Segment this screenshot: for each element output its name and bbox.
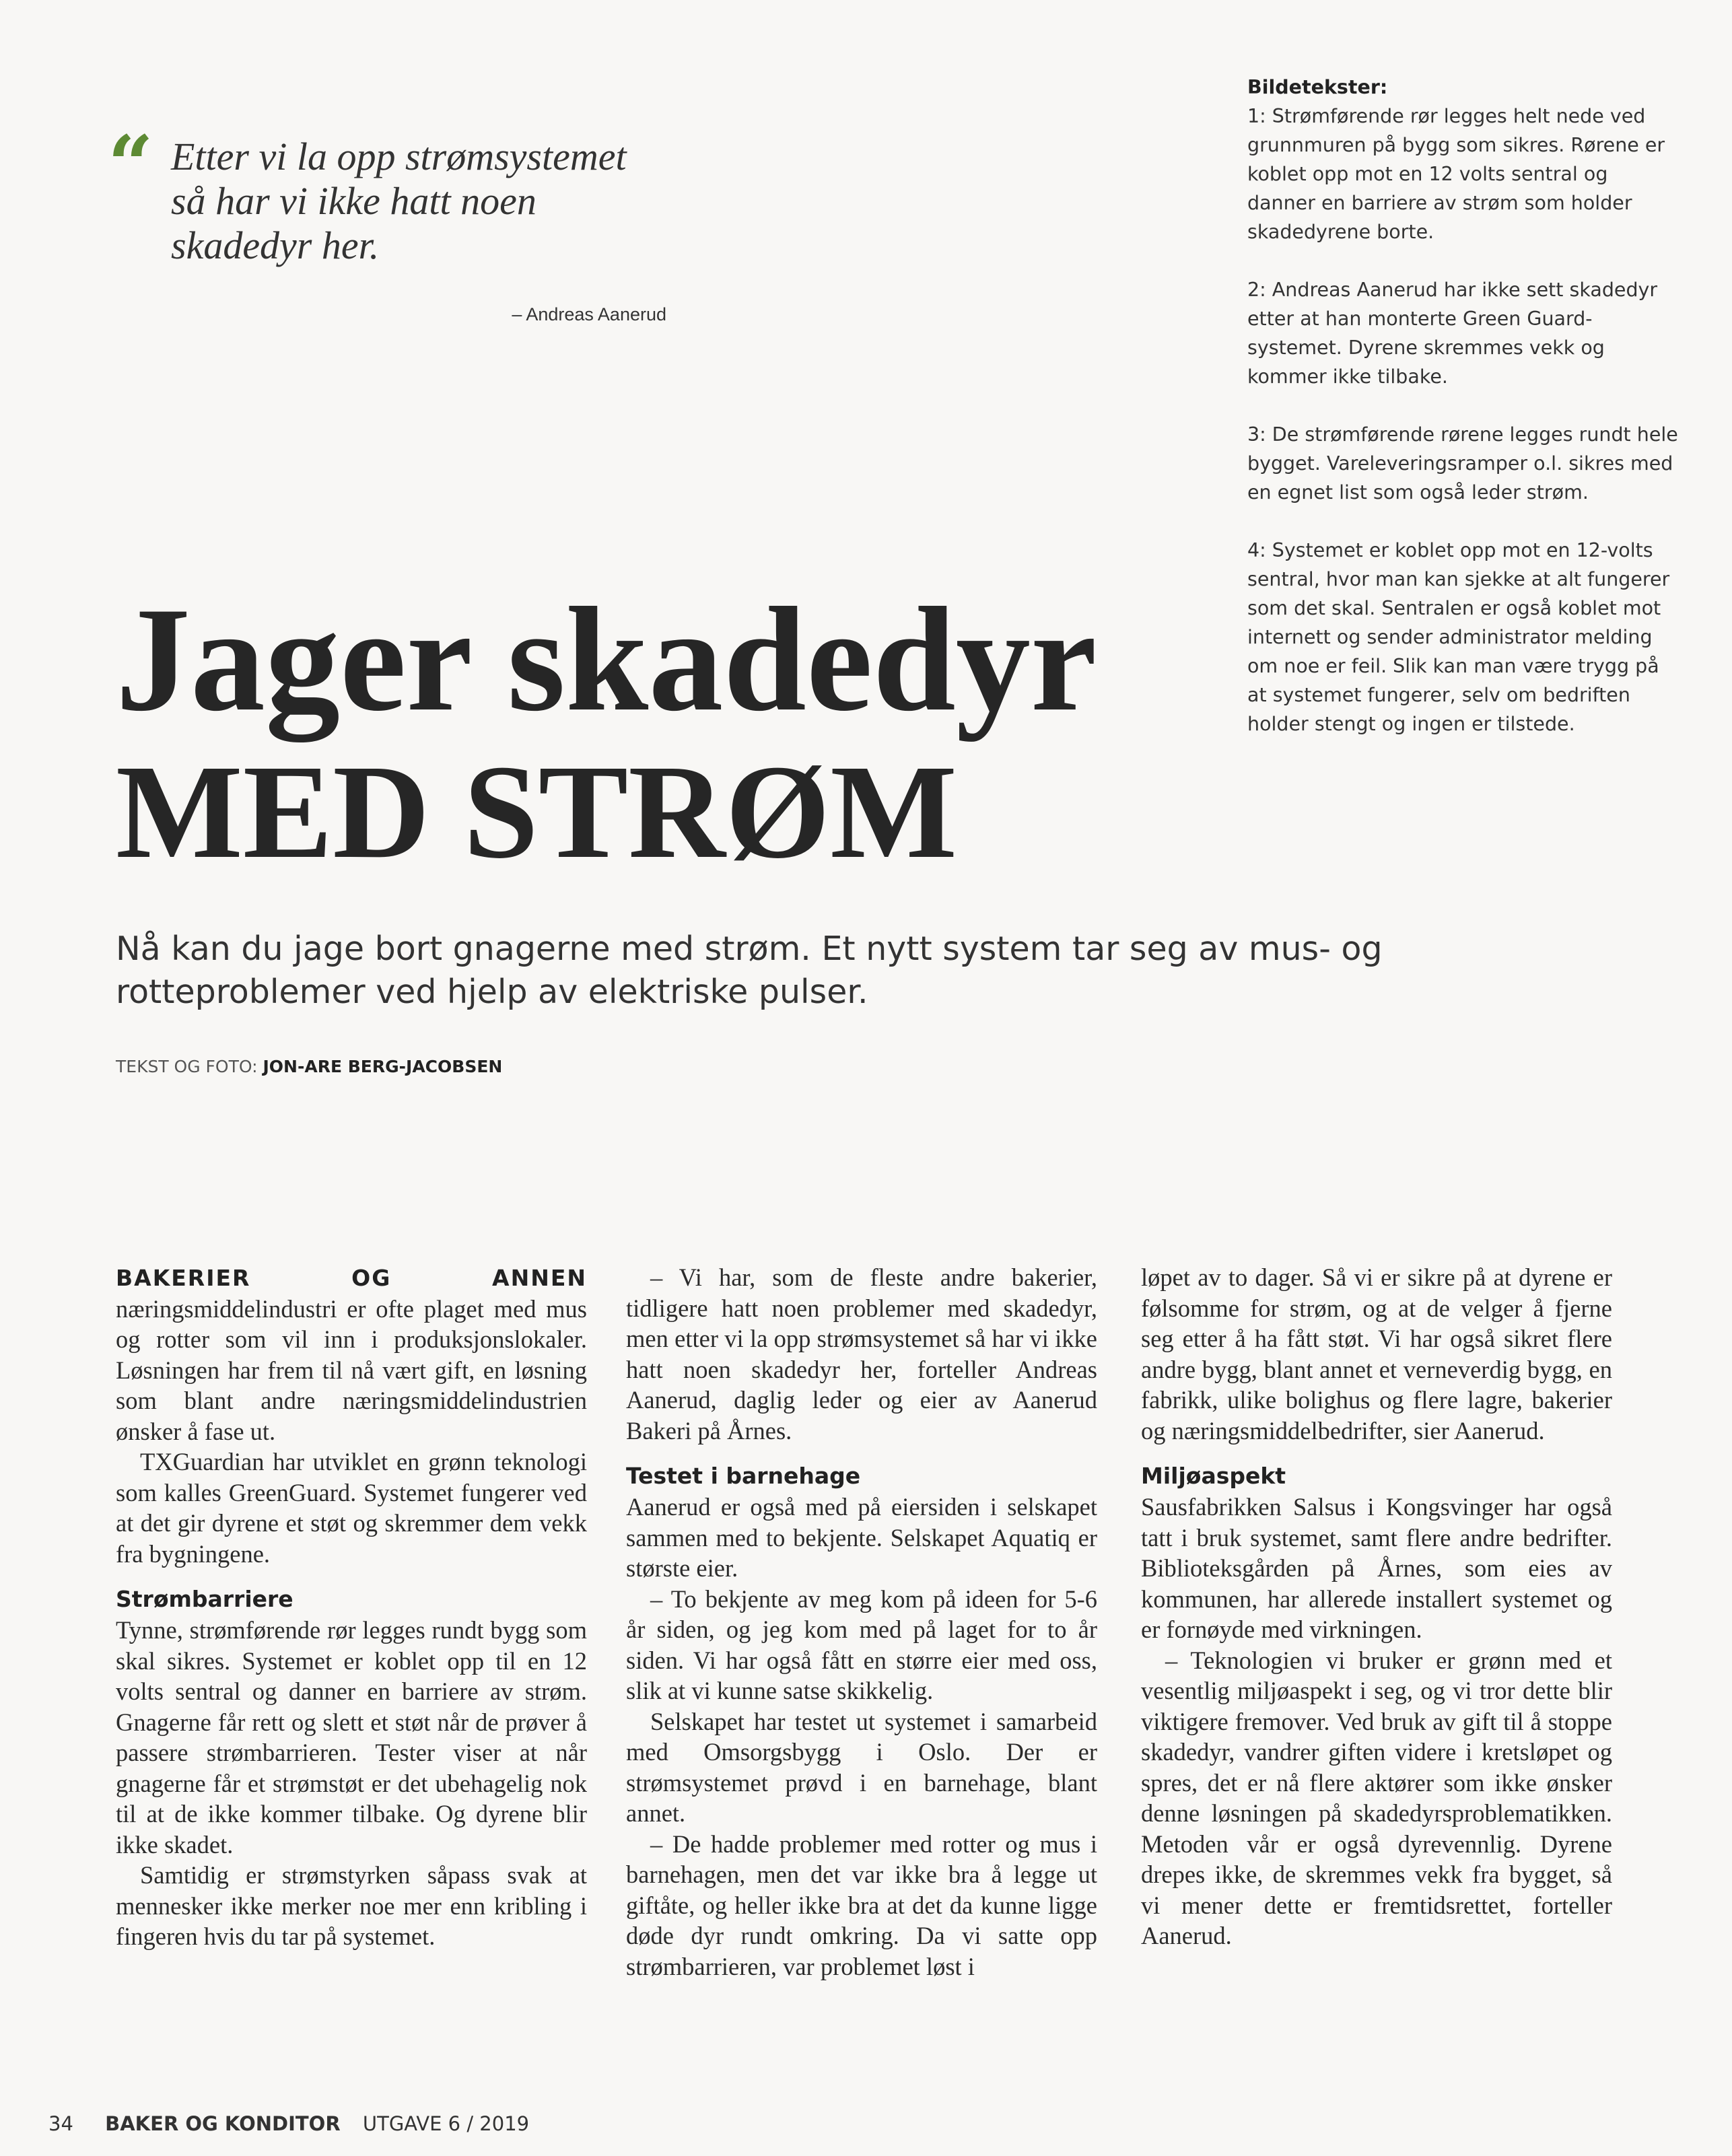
paragraph: – Teknologien vi bruker er grønn med et vesentlig miljøaspekt i seg, og vi tror dette blir viktigere fremover. Ved bruk av gift til å stoppe skadedyr, vandrer giften videre i kretsløpet og spres, det er nå flere aktører som ikke ønsker denne løsningen på skadedyrsproblematikken. Metoden vår er også dyrevennlig. Dyrene drepes ikke, de skremmes vekk fra bygget, så vi mener dette er fremtidsrettet, forteller Aanerud.: [1141, 1646, 1612, 1949]
paragraph: Samtidig er strømstyrken såpass svak at mennesker ikke merker noe mer enn kribling i fingeren hvis du tar på systemet.: [116, 1861, 587, 1950]
paragraph: Aanerud er også med på eiersiden i selskapet sammen med to bekjente. Selskapet Aquatiq er største eier.: [626, 1493, 1097, 1582]
body-column-1: [116, 1262, 587, 1952]
pull-quote-author: – Andreas Aanerud: [512, 304, 666, 324]
body-column-2: [626, 1262, 1097, 1982]
captions-title: Bildetekster:: [1247, 76, 1388, 98]
quote-mark-icon: “: [108, 118, 153, 211]
photo-captions: [1247, 73, 1678, 767]
article-lead: Nå kan du jage bort gnagerne med strøm. Et nytt system tar seg av mus- og rotteproblemer ved hjelp av elektriske pulser.: [116, 930, 1383, 1011]
headline-line-1: Jager skadedyr: [116, 577, 1097, 742]
caption-1: 1: Strømførende rør legges helt nede ved grunnmuren på bygg som sikres. Rørene er koblet opp mot en 12 volts sentral og danner en barriere av strøm som holder skadedyrene borte.: [1247, 105, 1665, 243]
byline-author: JON-ARE BERG-JACOBSEN: [263, 1057, 503, 1076]
pull-quote: [108, 118, 666, 324]
paragraph: – Vi har, som de fleste andre bakerier, tidligere hatt noen problemer med skadedyr, men etter vi la opp strømsystemet så har vi ikke hatt noen skadedyr her, forteller Andreas Aanerud, daglig leder og eier av Aanerud Bakeri på Årnes.: [626, 1263, 1097, 1445]
paragraph: TXGuardian har utviklet en grønn teknologi som kalles GreenGuard. Systemet fungerer ved at det gir dyrene et støt og skremmer dem vekk fra bygningene.: [116, 1448, 587, 1568]
magazine-name: BAKER OG KONDITOR: [105, 2112, 341, 2135]
page-number: 34: [48, 2112, 73, 2135]
paragraph: løpet av to dager. Så vi er sikre på at dyrene er følsomme for strøm, og at de velger å fjerne seg etter å ha fått støt. Vi har også sikret flere andre bygg, blant annet et verneverdig bygg, en fabrikk, ulike bolighus og flere lagre, bakerier og næringsmiddelbedrifter, sier Aanerud.: [1141, 1263, 1612, 1445]
paragraph: – De hadde problemer med rotter og mus i barnehagen, men det var ikke bra å legge ut giftåte, og heller ikke bra at det da kunne ligge døde dyr rundt omkring. Da vi satte opp strømbarrieren, var problemet løst i: [626, 1830, 1097, 1980]
byline: [116, 1057, 502, 1076]
subheading: Testet i barnehage: [626, 1463, 861, 1489]
paragraph: BAKERIER OG ANNEN næringsmiddelindustri er ofte plaget med mus og rotter som vil inn i produksjonslokaler. Løsningen har frem til nå vært gift, en løsning som blant andre næringsmiddelindustrien ønsker å fase ut.: [116, 1265, 587, 1445]
caption-2: 2: Andreas Aanerud har ikke sett skadedyr etter at han monterte Green Guard-systemet. Dyrene skremmes vekk og kommer ikke tilbake.: [1247, 279, 1658, 388]
lead-in: BAKERIER OG ANNEN: [116, 1265, 587, 1291]
paragraph: – To bekjente av meg kom på ideen for 5-6 år siden, og jeg kom med på laget for to år siden. Vi har også fått en større eier med oss, slik at vi kunne satse skikkelig.: [626, 1585, 1097, 1704]
paragraph: Sausfabrikken Salsus i Kongsvinger har også tatt i bruk systemet, samt flere andre bedrifter. Biblioteksgården på Årnes, som eies av kommunen, har allerede installert systemet og er fornøyde med virkningen.: [1141, 1493, 1612, 1643]
subheading: Strømbarriere: [116, 1586, 293, 1612]
paragraph: Tynne, strømførende rør legges rundt bygg som skal sikres. Systemet er koblet opp til en 12 volts sentral og danner en barriere av strøm. Gnagerne får rett og slett et støt når de prøver å passere strømbarrieren. Tester viser at når gnagerne får et strømstøt er det ubehagelig nok til at de ikke kommer tilbake. Og dyrene blir ikke skadet.: [116, 1616, 587, 1858]
caption-3: 3: De strømførende rørene legges rundt hele bygget. Vareleveringsramper o.l. sikres med en egnet list som også leder strøm.: [1247, 423, 1678, 503]
issue-label: UTGAVE 6 / 2019: [362, 2112, 530, 2135]
subheading: Miljøaspekt: [1141, 1463, 1286, 1489]
article-headline: [116, 572, 1097, 890]
caption-4: 4: Systemet er koblet opp mot en 12-volts sentral, hvor man kan sjekke at alt fungerer som det skal. Sentralen er også koblet mot internett og sender administrator melding om noe er feil. Slik kan man være trygg på at systemet fungerer, selv om bedriften holder stengt og ingen er tilstede.: [1247, 539, 1670, 735]
pull-quote-text: Etter vi la opp strømsystemet så har vi ikke hatt noen skadedyr her.: [171, 135, 627, 267]
headline-line-2: MED STRØM: [116, 738, 957, 886]
byline-label: TEKST OG FOTO:: [116, 1057, 258, 1076]
page-footer: [48, 2112, 529, 2135]
body-column-3: [1141, 1262, 1612, 1951]
paragraph: Selskapet har testet ut systemet i samarbeid med Omsorgsbygg i Oslo. Der er strømsystemet prøvd i en barnehage, blant annet.: [626, 1707, 1097, 1827]
